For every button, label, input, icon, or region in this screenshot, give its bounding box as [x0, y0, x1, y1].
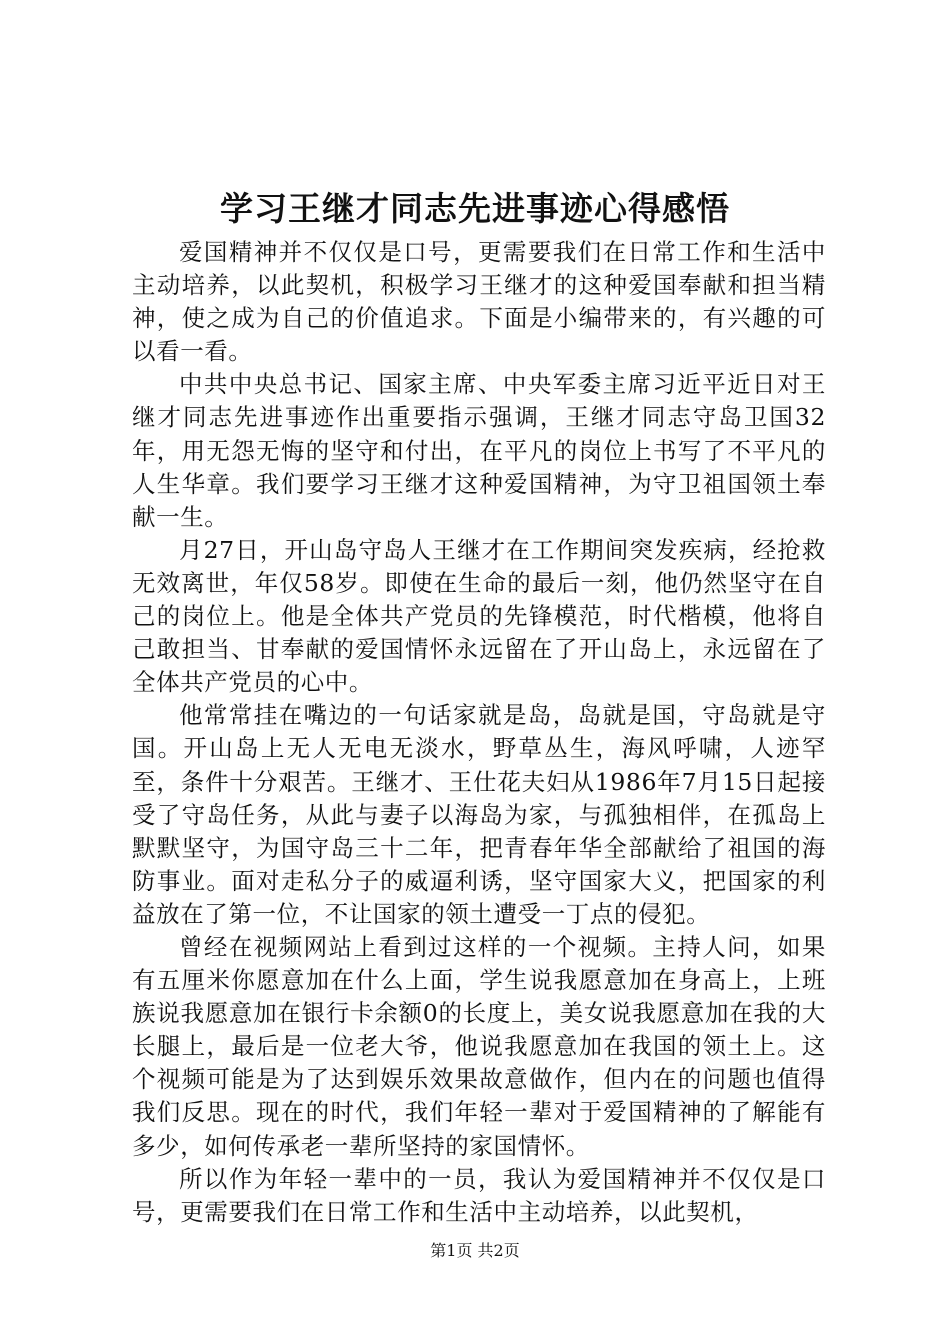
paragraph-island-duty: 他常常挂在嘴边的一句话家就是岛，岛就是国，守岛就是守国。开山岛上无人无电无淡水，野草丛生，海风呼啸，人迹罕至，条件十分艰苦。王继才、王仕花夫妇从1986年7月15日起接受了守岛任务，从此与妻子以海岛为家，与孤独相伴，在孤岛上默默坚守，为国守岛三十二年，把青春年华全部献给了祖国的海防事业。面对走私分子的威逼利诱，坚守国家大义，把国家的利益放在了第一位，不让国家的领土遭受一丁点的侵犯。 [132, 701, 826, 928]
paragraph-conclusion: 所以作为年轻一辈中的一员，我认为爱国精神并不仅仅是口号，更需要我们在日常工作和生活中主动培养，以此契机， [132, 1164, 826, 1226]
page-number-footer: 第1页 共2页 [430, 1241, 520, 1260]
document-body [132, 236, 826, 1229]
paragraph-passing: 月27日，开山岛守岛人王继才在工作期间突发疾病，经抢救无效离世，年仅58岁。即使在生命的最后一刻，他仍然坚守在自己的岗位上。他是全体共产党员的先锋模范，时代楷模，他将自己敢担当、甘奉献的爱国情怀永远留在了开山岛上，永远留在了全体共产党员的心中。 [132, 535, 826, 697]
paragraph-intro: 爱国精神并不仅仅是口号，更需要我们在日常工作和生活中主动培养，以此契机，积极学习王继才的这种爱国奉献和担当精神，使之成为自己的价值追求。下面是小编带来的，有兴趣的可以看一看。 [132, 238, 826, 366]
paragraph-instruction: 中共中央总书记、国家主席、中央军委主席习近平近日对王继才同志先进事迹作出重要指示强调，王继才同志守岛卫国32年，用无怨无悔的坚守和付出，在平凡的岗位上书写了不平凡的人生华章。我们要学习王继才这种爱国精神，为守卫祖国领土奉献一生。 [132, 370, 826, 531]
paragraph-video-story: 曾经在视频网站上看到过这样的一个视频。主持人问，如果有五厘米你愿意加在什么上面，学生说我愿意加在身高上，上班族说我愿意加在银行卡余额0的长度上，美女说我愿意加在我的大长腿上，最后是一位老大爷，他说我愿意加在我国的领土上。这个视频可能是为了达到娱乐效果故意做作，但内在的问题也值得我们反思。现在的时代，我们年轻一辈对于爱国精神的了解能有多少，如何传承老一辈所坚持的家国情怀。 [132, 932, 826, 1160]
document-title: 学习王继才同志先进事迹心得感悟 [220, 189, 730, 228]
